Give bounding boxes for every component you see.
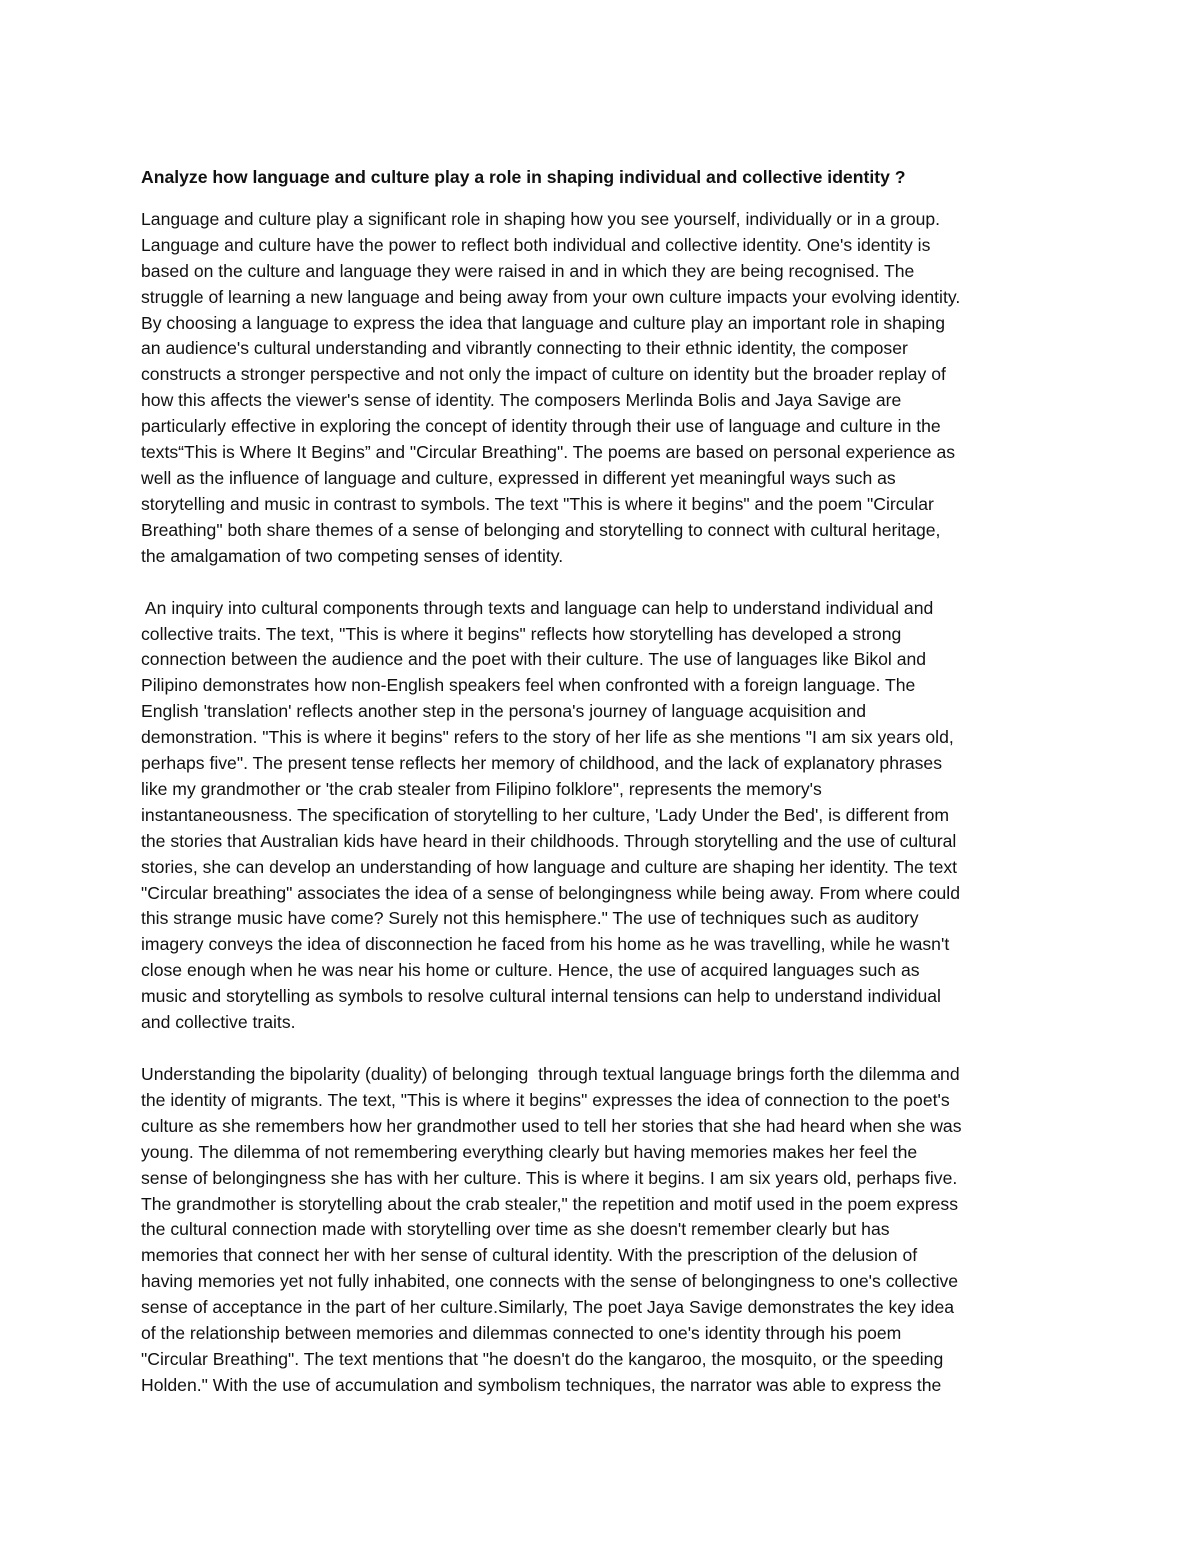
- document-title: Analyze how language and culture play a role in shaping individual and collective identity ?: [141, 167, 906, 187]
- text-line: storytelling and music in contrast to symbols. The text "This is where it begins" and the poem "Circular: [141, 493, 934, 514]
- text-line: close enough when he was near his home or culture. Hence, the use of acquired languages such as: [141, 960, 920, 981]
- text-line: music and storytelling as symbols to resolve cultural internal tensions can help to understand individual: [141, 986, 941, 1007]
- text-line: collective traits. The text, "This is where it begins" reflects how storytelling has developed a strong: [141, 623, 902, 644]
- text-line: well as the influence of language and culture, expressed in different yet meaningful ways such as: [141, 467, 896, 488]
- document-body: [141, 165, 1063, 1425]
- text-line: Holden." With the use of accumulation and symbolism techniques, the narrator was able to express the: [141, 1374, 942, 1395]
- text-line: the identity of migrants. The text, "This is where it begins" expresses the idea of connection to the poet's: [141, 1089, 950, 1110]
- text-line: constructs a stronger perspective and not only the impact of culture on identity but the broader replay of: [141, 364, 946, 385]
- text-line: Breathing" both share themes of a sense of belonging and storytelling to connect with cultural heritage,: [141, 519, 941, 540]
- text-line: instantaneousness. The specification of storytelling to her culture, 'Lady Under the Bed', is different from: [141, 804, 950, 825]
- text-line: struggle of learning a new language and being away from your own culture impacts your evolving identity.: [141, 286, 961, 307]
- text-line: "Circular Breathing". The text mentions that "he doesn't do the kangaroo, the mosquito, or the speeding: [141, 1348, 944, 1369]
- text-line: young. The dilemma of not remembering everything clearly but having memories makes her feel the: [141, 1141, 918, 1162]
- text-line: connection between the audience and the poet with their culture. The use of languages like Bikol and: [141, 649, 927, 670]
- text-line: Language and culture play a significant role in shaping how you see yourself, individually or in a group.: [141, 208, 941, 229]
- text-line: based on the culture and language they were raised in and in which they are being recognised. The: [141, 260, 915, 281]
- text-line: perhaps five". The present tense reflects her memory of childhood, and the lack of explanatory phrases: [141, 753, 943, 774]
- text-line: sense of acceptance in the part of her culture.Similarly, The poet Jaya Savige demonstrates the key idea: [141, 1297, 955, 1318]
- text-line: how this affects the viewer's sense of identity. The composers Merlinda Bolis and Jaya Savige are: [141, 390, 902, 411]
- text-line: By choosing a language to express the idea that language and culture play an important role in shaping: [141, 312, 945, 333]
- text-line: imagery conveys the idea of disconnection he faced from his home as he was travelling, while he wasn't: [141, 934, 950, 955]
- text-line: English 'translation' reflects another step in the persona's journey of language acquisition and: [141, 701, 867, 722]
- text-line: and collective traits.: [141, 1012, 296, 1033]
- text-line: of the relationship between memories and dilemmas connected to one's identity through his poem: [141, 1323, 902, 1344]
- text-line: the stories that Australian kids have heard in their childhoods. Through storytelling and the use of cultural: [141, 830, 957, 851]
- text-line: texts“This is Where It Begins” and "Circular Breathing". The poems are based on personal experience as: [141, 442, 956, 463]
- text-line: the cultural connection made with storytelling over time as she doesn't remember clearly but has: [141, 1219, 890, 1240]
- text-line: having memories yet not fully inhabited, one connects with the sense of belongingness to one's collective: [141, 1271, 959, 1292]
- text-line: Understanding the bipolarity (duality) of belonging through textual language brings forth the dilemma and: [141, 1064, 960, 1084]
- text-line: this strange music have come? Surely not this hemisphere." The use of techniques such as auditory: [141, 908, 919, 929]
- paragraph-1: [141, 207, 1063, 570]
- text-line: an audience's cultural understanding and vibrantly connecting to their ethnic identity, the composer: [141, 338, 908, 359]
- paragraph-3: [141, 1062, 1063, 1399]
- text-line: stories, she can develop an understanding of how language and culture are shaping her identity. The text: [141, 856, 958, 877]
- text-line: The grandmother is storytelling about the crab stealer," the repetition and motif used in the poem express: [141, 1193, 958, 1214]
- text-line: the amalgamation of two competing senses of identity.: [141, 545, 564, 566]
- text-line: like my grandmother or 'the crab stealer from Filipino folklore", represents the memory's: [141, 778, 822, 799]
- text-line: Language and culture have the power to reflect both individual and collective identity. One's identity is: [141, 234, 931, 255]
- text-line: memories that connect her with her sense of cultural identity. With the prescription of the delusion of: [141, 1245, 918, 1266]
- text-line: "Circular breathing" associates the idea of a sense of belongingness while being away. From where could: [141, 882, 961, 903]
- text-line: sense of belongingness she has with her culture. This is where it begins. I am six years old, perhaps five.: [141, 1167, 958, 1188]
- text-line: demonstration. "This is where it begins" refers to the story of her life as she mentions "I am six years old,: [141, 727, 954, 748]
- text-line: particularly effective in exploring the concept of identity through their use of language and culture in the: [141, 416, 941, 437]
- text-line: Pilipino demonstrates how non-English speakers feel when confronted with a foreign language. The: [141, 675, 916, 696]
- text-line: culture as she remembers how her grandmother used to tell her stories that she had heard when she was: [141, 1115, 962, 1136]
- paragraph-2: [141, 596, 1063, 1036]
- text-line: An inquiry into cultural components through texts and language can help to understand individual and: [141, 597, 934, 618]
